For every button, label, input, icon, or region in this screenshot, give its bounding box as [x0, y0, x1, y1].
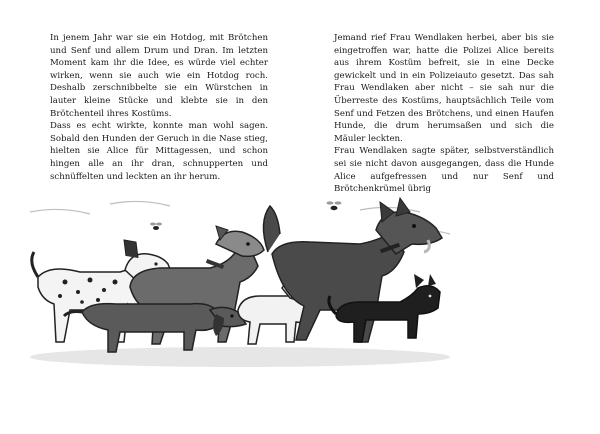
paragraph: Dass es echt wirkte, konnte man wohl sagen. Sobald den Hunden der Geruch in die Nase stieg, hielten sie Alice für Mittagessen, und schon hingen alle an ihr dran, schnupperten und schnüffelten und leckten an ihr herum.	[50, 121, 268, 182]
ground-shadow	[30, 347, 450, 367]
right-page-text	[334, 32, 554, 196]
paragraph: In jenem Jahr war sie ein Hotdog, mit Brötchen und Senf und allem Drum und Dran. Im letzten Moment kam ihr die Idee, es würde viel echter wirken, wenn sie auch wie ein Hotdog roch. Deshalb zerschnibbelte sie ein Würstchen in lauter kleine Stücke und klebte sie in den Brötchenteil ihres Kostüms.	[50, 33, 268, 119]
paragraph: Frau Wendlaken sagte später, selbstverständlich sei sie nicht davon ausgegangen, dass die Hunde Alice aufgefressen und nur Senf und Brötchenkrümel übrig	[334, 146, 554, 195]
paragraph: Jemand rief Frau Wendlaken herbei, aber bis sie eingetroffen war, hatte die Polizei Alice bereits aus ihrem Kostüm befreit, sie in eine Decke gewickelt und in ein Polizeiauto gesetzt. Das sah Frau Wendlaken aber nicht – sie sah nur die Überreste des Kostüms, hauptsächlich Teile vom Senf und Fetzen des Brötchens, und einen Haufen Hunde, die drum herumsaßen und sich die Mäuler leckten.	[334, 33, 554, 144]
dogs-illustration	[20, 192, 460, 377]
fly-icon	[150, 223, 162, 231]
fly-icon	[327, 201, 342, 210]
left-page-text	[50, 32, 268, 183]
